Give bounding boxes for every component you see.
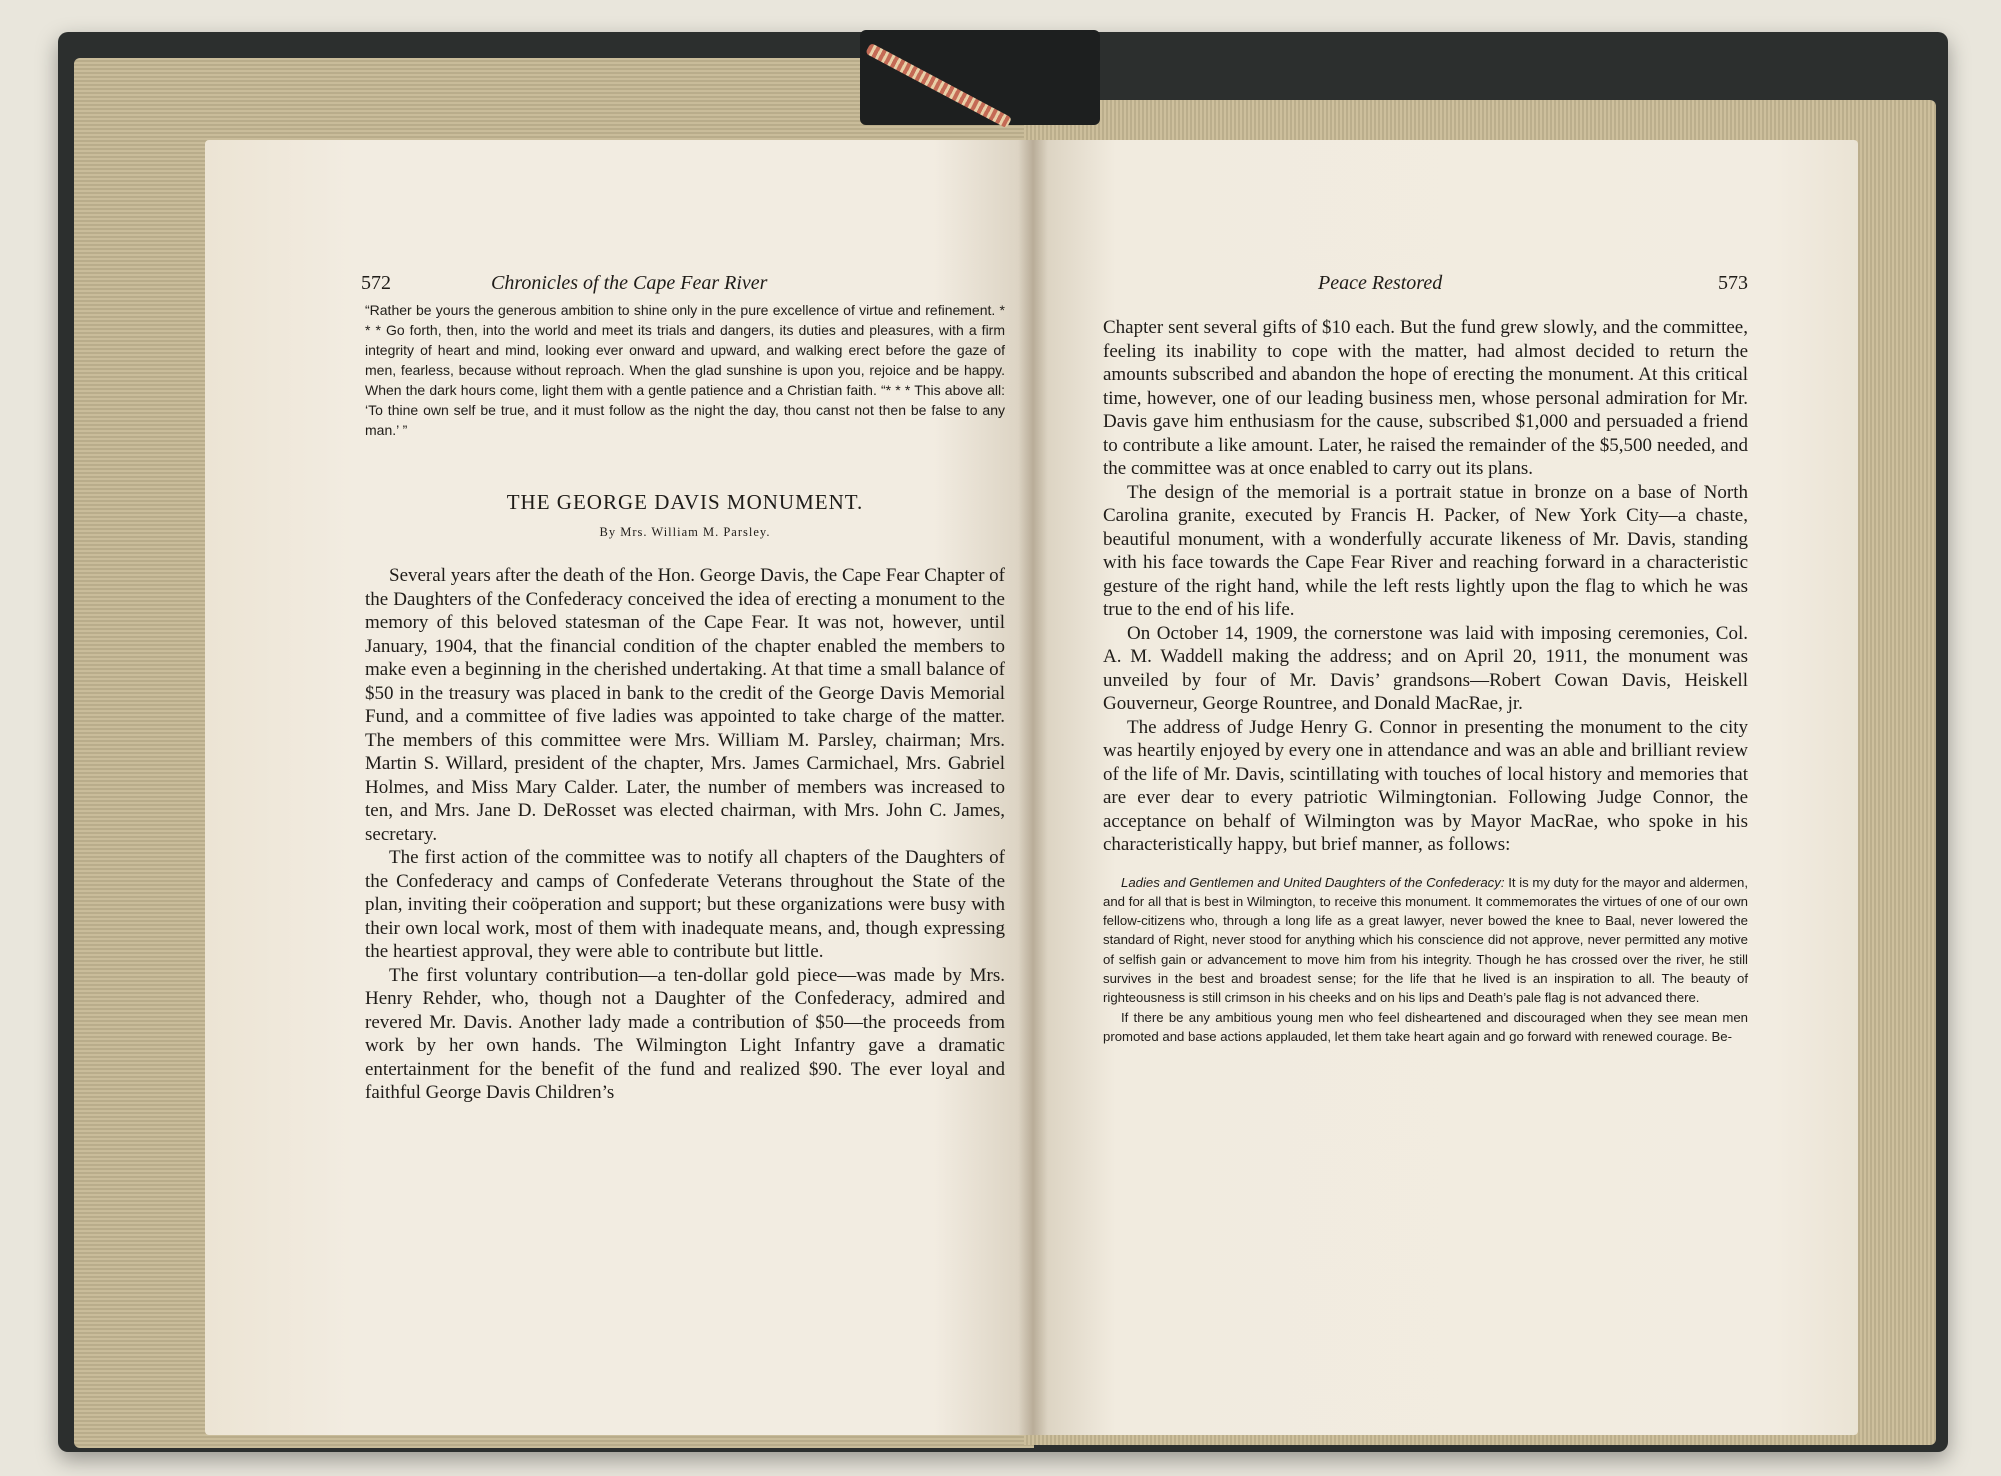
right-text-column bbox=[1103, 316, 1748, 1046]
paragraph: The design of the memorial is a portrait statue in bronze on a base of North Carolina granite, executed by Francis H. Packer, of New York City—a chaste, beautiful monument, with a wonderfully accurate likeness of Mr. Davis, standing with his face towards the Cape Fear River and reaching forward in a characteristic gesture of the right hand, while the left rests lightly upon the flag to which he was true to the end of his life. bbox=[1103, 481, 1748, 620]
address-text: It is my duty for the mayor and aldermen, and for all that is best in Wilmington, to receive this monument. It commemorates the virtues of one of our own fellow-citizens who, through a long life as a great lawyer, never bowed the knee to Baal, never lowered the standard of Right, never stood for anything which his conscience did not approve, never permitted any motive of selfish gain or advancement to move him from his integrity. Though he has crossed over the river, he still survives in the best and broadest sense; for the life that he lived is an inspiration to all. The beauty of righteousness is still crimson in his cheeks and on his lips and Death’s pale flag is not advanced there. bbox=[1103, 874, 1748, 1006]
right-running-title: Peace Restored bbox=[1318, 272, 1443, 294]
address-paragraph bbox=[1103, 873, 1748, 1008]
address-salutation: Ladies and Gentlemen and United Daughters of the Confederacy: bbox=[1121, 874, 1505, 890]
left-page bbox=[205, 140, 1033, 1435]
paragraph: The first voluntary contribution—a ten-dollar gold piece—was made by Mrs. Henry Rehder, who, though not a Daughter of the Confederacy, admired and revered Mr. Davis. Another lady made a contribution of $50—the proceeds from work by her own hands. The Wilmington Light Infantry gave a dramatic entertainment for the benefit of the fund and realized $90. The ever loyal and faithful George Davis Children’s bbox=[365, 964, 1005, 1103]
gutter-shadow bbox=[1018, 140, 1048, 1435]
byline: By Mrs. William M. Parsley. bbox=[599, 525, 771, 539]
section-title: THE GEORGE DAVIS MONUMENT. bbox=[506, 490, 864, 514]
paragraph: On October 14, 1909, the cornerstone was laid with imposing ceremonies, Col. A. M. Waddell making the address; and on April 20, 1911, the monument was unveiled by four of Mr. Davis’ grandsons—Robert Cowan Davis, Heiskell Gouverneur, George Rountree, and Donald MacRae, jr. bbox=[1103, 622, 1748, 714]
paragraph-continuation: Chapter sent several gifts of $10 each. But the fund grew slowly, and the committee, feeling its inability to cope with the matter, had almost decided to return the amounts subscribed and abandon the hope of erecting the monument. At this critical time, however, one of our leading business men, whose personal admiration for Mr. Davis gave him enthusiasm for the cause, subscribed $1,000 and persuaded a friend to contribute a like amount. Later, he raised the remainder of the $5,500 needed, and the committee was at once enabled to carry out its plans. bbox=[1103, 317, 1748, 479]
left-text-column bbox=[365, 300, 1005, 1105]
paragraph: Several years after the death of the Hon. George Davis, the Cape Fear Chapter of the Daughters of the Confederacy conceived the idea of erecting a monument to the memory of this beloved statesman of the Cape Fear. It was not, however, until January, 1904, that the financial condition of the chapter enabled the members to make even a beginning in the cherished undertaking. At that time a small balance of $50 in the treasury was placed in bank to the credit of the George Davis Memorial Fund, and a committee of five ladies was appointed to take charge of the matter. The members of this committee were Mrs. William M. Parsley, chairman; Mrs. Martin S. Willard, president of the chapter, Mrs. James Carmichael, Mrs. Gabriel Holmes, and Miss Mary Calder. Later, the number of members was increased to ten, and Mrs. Jane D. DeRosset was elected chairman, with Mrs. John C. James, secretary. bbox=[365, 565, 1005, 845]
paragraph: The address of Judge Henry G. Connor in presenting the monument to the city was heartily enjoyed by every one in attendance and was an able and brilliant review of the life of Mr. Davis, scintillating with touches of local history and memories that are ever dear to every patriotic Wilmingtonian. Following Judge Connor, the acceptance on behalf of Wilmington was by Mayor MacRae, who spoke in his characteristically happy, but brief manner, as follows: bbox=[1103, 716, 1748, 855]
right-page bbox=[1033, 140, 1858, 1435]
left-running-title: Chronicles of the Cape Fear River bbox=[491, 272, 768, 294]
opening-quote: “Rather be yours the generous ambition to shine only in the pure excellence of virtue and refinement. * * * Go forth, then, into the world and meet its trials and dangers, its duties and pleasures, with a firm integrity of heart and mind, looking ever onward and upward, and walking erect before the gaze of men, fearless, because without reproach. When the glad sunshine is upon you, rejoice and be happy. When the dark hours come, light them with a gentle patience and a Christian faith. “* * * This above all: ‘To thine own self be true, and it must follow as the night the day, thou canst not then be false to any man.’ ” bbox=[365, 302, 1005, 438]
paragraph: The first action of the committee was to notify all chapters of the Daughters of the Confederacy and camps of Confederate Veterans throughout the State of the plan, inviting their coöperation and support; but these organizations were busy with their own local work, most of them with inadequate means, and, though expressing the heartiest approval, they were able to contribute but little. bbox=[365, 847, 1005, 962]
left-page-number: 572 bbox=[361, 272, 391, 294]
right-page-number: 573 bbox=[1718, 272, 1748, 294]
address-paragraph: If there be any ambitious young men who feel disheartened and discouraged when they see mean men promoted and base actions applauded, let them take heart again and go forward with renewed courage. Be- bbox=[1103, 1009, 1748, 1044]
